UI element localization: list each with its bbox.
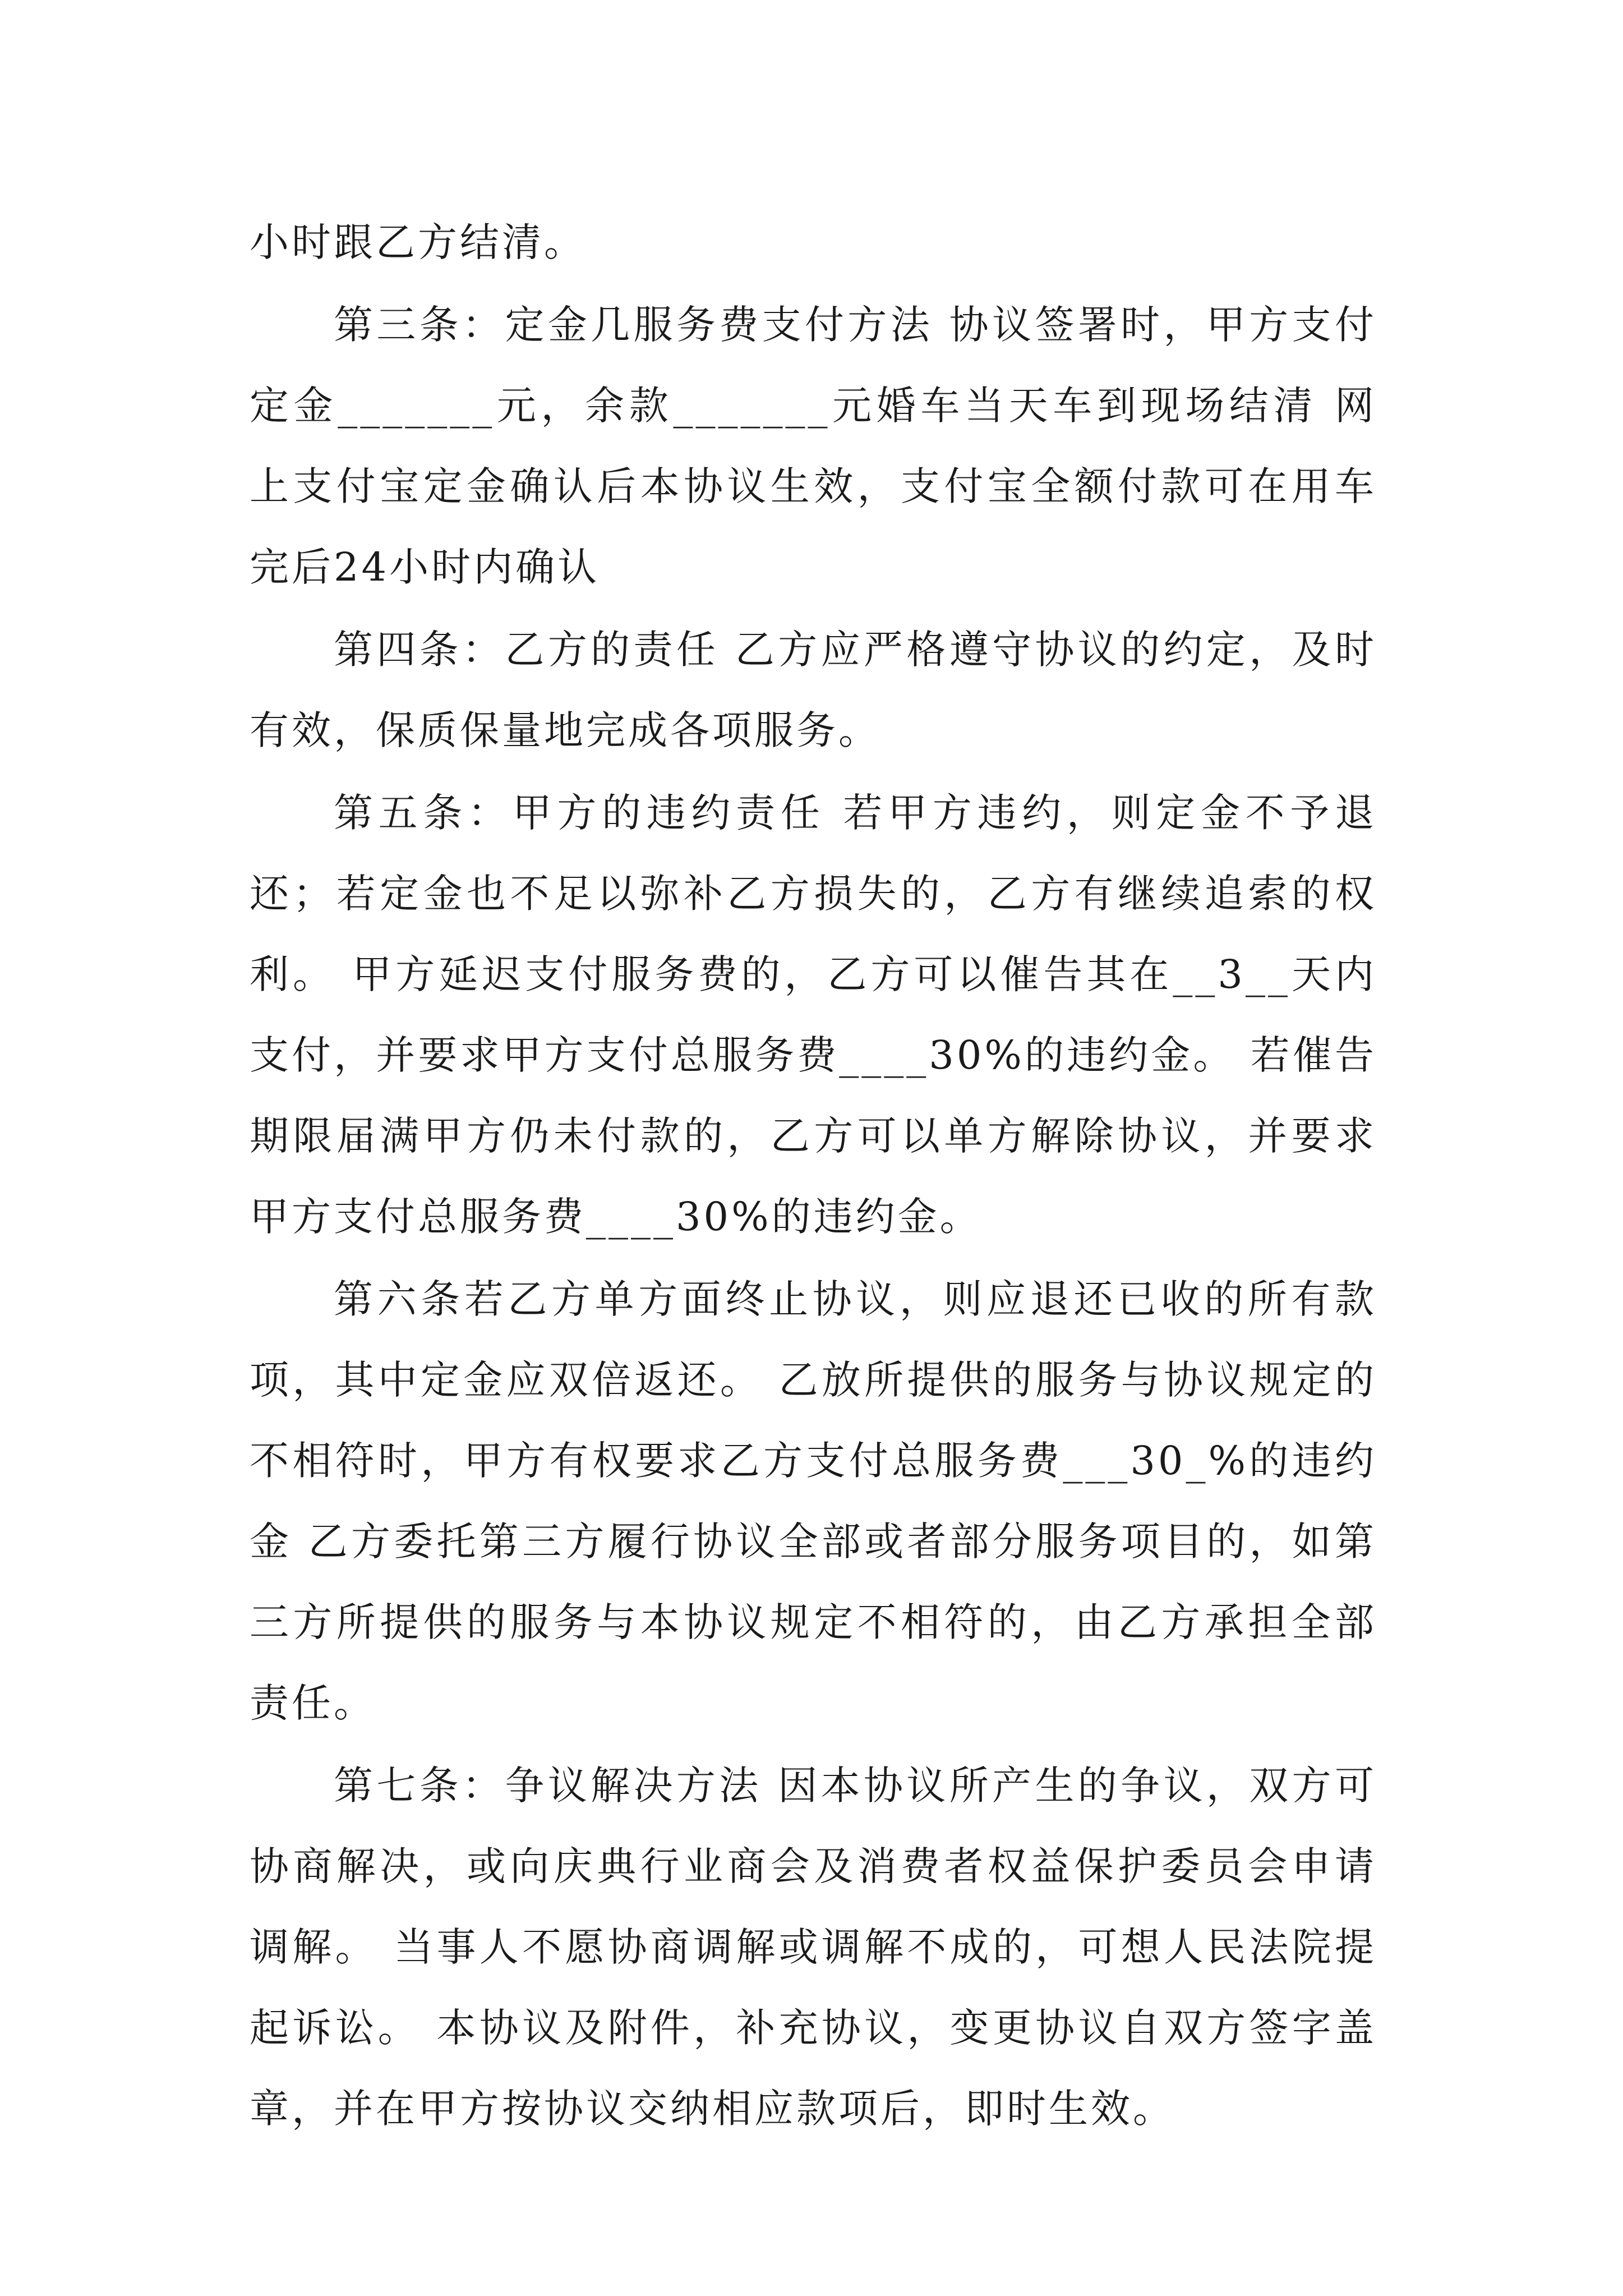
paragraph-article-4: 第四条：乙方的责任 乙方应严格遵守协议的约定，及时有效，保质保量地完成各项服务。	[250, 627, 1377, 753]
paragraph-article-3: 第三条：定金几服务费支付方法 协议签署时，甲方支付定金_______元，余款_______元婚车当天车到现场结清 网上支付宝定金确认后本协议生效，支付宝全额付款可在用车完后24小时内确认	[250, 302, 1377, 590]
paragraph-article-5: 第五条：甲方的违约责任 若甲方违约，则定金不予退还；若定金也不足以弥补乙方损失的，乙方有继续追索的权利。 甲方延迟支付服务费的，乙方可以催告其在__3__天内支付，并要求甲方支付总服务费____30%的违约金。 若催告期限届满甲方仍未付款的，乙方可以单方解除协议，并要求甲方支付总服务费____30%的违约金。	[250, 790, 1377, 1240]
paragraph-continuation: 小时跟乙方结清。	[250, 219, 586, 265]
paragraph-article-7: 第七条：争议解决方法 因本协议所产生的争议，双方可协商解决，或向庆典行业商会及消费者权益保护委员会申请调解。 当事人不愿协商调解或调解不成的，可想人民法院提起诉讼。 本协议及附件，补充协议，变更协议自双方签字盖章，并在甲方按协议交纳相应款项后，即时生效。	[250, 1763, 1377, 2132]
document-body	[250, 202, 1377, 2151]
paragraph-article-6: 第六条若乙方单方面终止协议，则应退还已收的所有款项，其中定金应双倍返还。 乙放所提供的服务与协议规定的不相符时，甲方有权要求乙方支付总服务费___30_%的违约金 乙方委托第三方履行协议全部或者部分服务项目的，如第三方所提供的服务与本协议规定不相符的，由乙方承担全部责任。	[250, 1276, 1377, 1726]
